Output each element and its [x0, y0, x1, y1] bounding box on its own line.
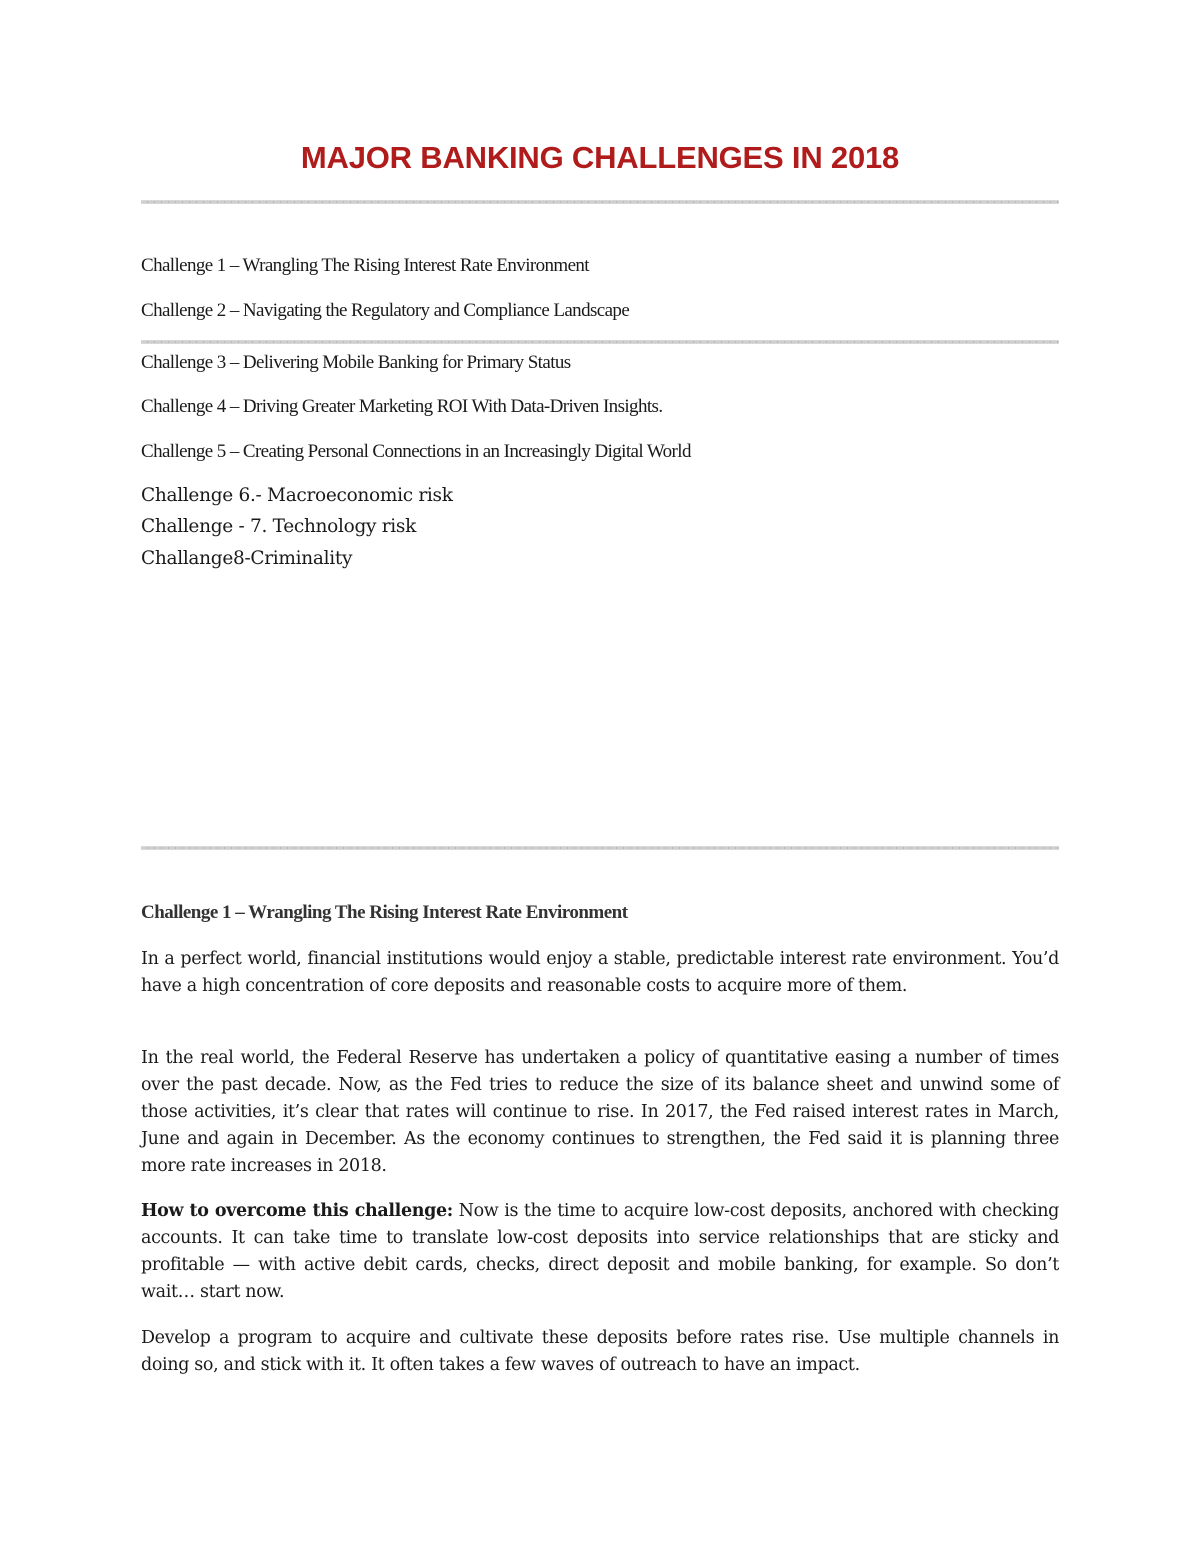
paragraph-2: In the real world, the Federal Reserve has undertaken a policy of quantitative easing a number of times over the past decade. Now, as the Fed tries to reduce the size of its balance sheet and unwind some of those activities, it’s clear that rates will continue to rise. In 2017, the Fed raised interest rates in March, June and again in December. As the economy continues to strengthen, the Fed said it is planning three more rate increases in 2018. [141, 1048, 1059, 1176]
paragraph-3 [141, 1198, 1059, 1306]
toc-item-6: Challenge 6.- Macroeconomic risk [141, 485, 453, 506]
paragraph-1: In a perfect world, financial institutions would enjoy a stable, predictable interest rate environment. You’d have a high concentration of core deposits and reasonable costs to acquire more of them. [141, 949, 1059, 996]
toc-item-5: Challenge 5 – Creating Personal Connections in an Increasingly Digital World [141, 441, 691, 462]
toc-item-7: Challenge - 7. Technology risk [141, 516, 417, 537]
paragraph-4: Develop a program to acquire and cultivate these deposits before rates rise. Use multiple channels in doing so, and stick with it. It often takes a few waves of outreach to have an impact. [141, 1328, 1059, 1375]
toc-item-1: Challenge 1 – Wrangling The Rising Interest Rate Environment [141, 255, 589, 276]
paragraph-3-text: Now is the time to acquire low-cost deposits, anchored with checking accounts. It can take time to translate low-cost deposits into service relationships that are sticky and profitable — with active debit cards, checks, direct deposit and mobile banking, for example. So don’t wait… start now. [141, 1201, 1059, 1302]
section-heading: Challenge 1 – Wrangling The Rising Interest Rate Environment [141, 902, 628, 923]
toc-item-4: Challenge 4 – Driving Greater Marketing ROI With Data-Driven Insights. [141, 396, 663, 417]
toc-item-8: Challange8-Criminality [141, 548, 353, 569]
document-title: MAJOR BANKING CHALLENGES IN 2018 [300, 140, 900, 175]
divider-toc [141, 340, 1059, 344]
paragraph-3-label: How to overcome this challenge: [141, 1201, 453, 1221]
toc-item-2: Challenge 2 – Navigating the Regulatory and Compliance Landscape [141, 300, 630, 321]
divider-top [141, 200, 1059, 204]
divider-section [141, 846, 1059, 850]
toc-item-3: Challenge 3 – Delivering Mobile Banking for Primary Status [141, 352, 571, 373]
